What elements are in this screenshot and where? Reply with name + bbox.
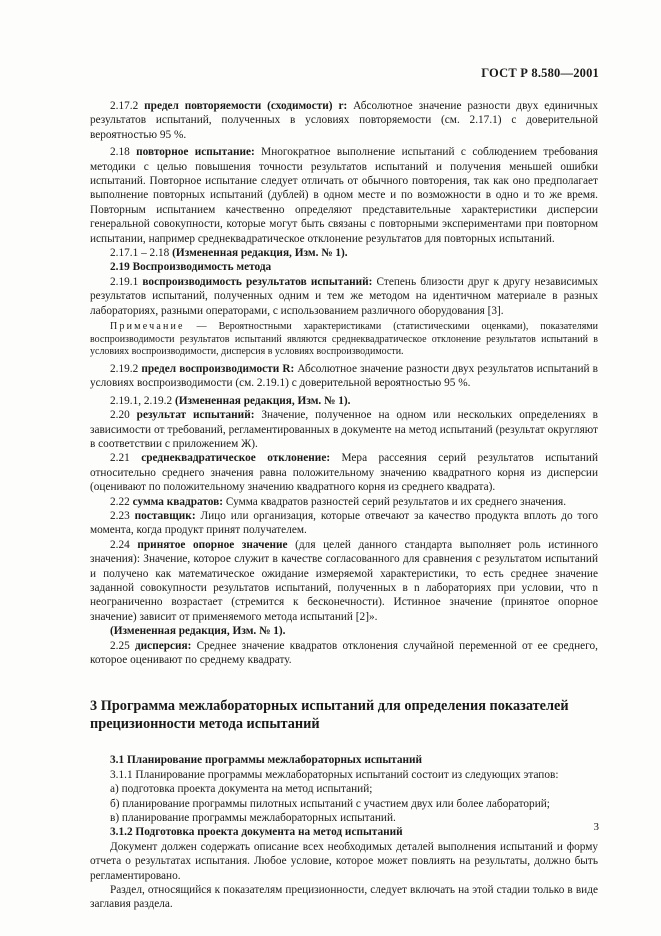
clause-2-25: [90, 639, 598, 668]
definition: Степень близости друг к другу независимых результатов испытаний, полученных одним и тем же методом на идентичном материале в разных лабораториях, разными операторами, с использованием различного оборудования [3].: [90, 275, 598, 317]
list-item-a: а) подготовка проекта документа на метод испытаний;: [110, 783, 373, 796]
clause-number: 2.21: [110, 452, 142, 465]
section-3-1-2-heading: 3.1.2 Подготовка проекта документа на метод испытаний: [110, 826, 403, 839]
amendment-text: (Измененная редакция, Изм. № 1).: [172, 247, 348, 260]
term: повторное испытание:: [136, 146, 255, 159]
clause-2-23: [90, 509, 598, 538]
term: воспроизводимость результатов испытаний:: [142, 275, 373, 288]
page-number: 3: [593, 821, 599, 833]
definition: Абсолютное значение разности двух результатов испытаний в условиях воспроизводимости (см. 2.19.1) с доверительной вероятностью 95 %.: [90, 362, 598, 390]
term: сумма квадратов:: [132, 495, 223, 508]
definition: Значение, полученное на одном или нескольких определениях в зависимости от требований, регламентированных в документе на метод испытаний (результат округляют в соответствии с приложением Ж).: [90, 409, 598, 450]
note-text: — Вероятностными характеристиками (статистическими оценками), показателями воспроизводимости результатов испытаний являются среднеквадратическое отклонение результатов испытаний в условиях воспроизводимости, дисперсия в условиях воспроизводимости.: [90, 321, 598, 358]
clause-2-17-2: [90, 99, 598, 142]
clause-number: 2.19.1, 2.19.2: [110, 394, 175, 407]
term: принятое опорное значение: [137, 538, 288, 551]
clause-number: 2.18: [110, 146, 137, 159]
clause-3-1-2-paragraph-2: Раздел, относящийся к показателям прецизионности, следует включать на этой стадии только в виде заглавия раздела.: [90, 884, 598, 911]
clause-2-22: [90, 495, 598, 509]
note-2-19-1: [90, 321, 598, 359]
definition: Среднее значение квадратов отклонения случайной переменной от ее среднего, которое оценивают по среднему квадрату.: [90, 639, 598, 666]
page-content: [90, 99, 598, 912]
clause-number: 2.17.2: [110, 100, 145, 112]
clause-number: 2.22: [110, 495, 133, 508]
term: предел повторяемости (сходимости) r:: [144, 100, 348, 112]
definition: Мера рассеяния серий результатов испытаний относительно среднего значения равна положительному значению квадратного корня из дисперсии (оценивают по положительному значению квадратного корня из среднего квадрата).: [90, 452, 598, 494]
document-code-header: ГОСТ Р 8.580—2001: [481, 66, 599, 80]
clause-number: 2.20: [110, 409, 137, 422]
term: предел воспроизводимости R:: [141, 362, 295, 375]
clause-2-19-1: [90, 275, 598, 318]
clause-3-1-1: 3.1.1 Планирование программы межлабораторных испытаний состоит из следующих этапов:: [110, 768, 559, 781]
definition: Лицо или организация, которые отвечают за качество продукта вплоть до того момента, когда продукт принят получателем.: [90, 509, 598, 537]
clause-2-24: [90, 538, 598, 624]
clause-2-21: [90, 451, 598, 494]
note-label: Примечание: [110, 321, 185, 333]
clause-3-1-2-paragraph-1: Документ должен содержать описание всех необходимых деталей выполнения испытаний и форму отчета о результатах испытания. Любое условие, которое может повлиять на результаты, должно быть регламентировано.: [90, 840, 598, 882]
clause-number: 2.25: [110, 639, 135, 652]
clause-number: 2.19.2: [110, 362, 142, 375]
amendment-note-2-19: [90, 394, 598, 408]
definition: Многократное выполнение испытаний с соблюдением требования методики с целью повышения точности результатов испытаний и получения меньшей ошибки испытаний. Повторное испытание следует отличать от обычного повторения, так как оно предполагает выполнение повторных испытаний (дублей) в одном месте и по возможности в одно и то же время. Повторным испытанием качественно определяют представительные характеристики дисперсии генеральной совокупности, которые могут быть связаны с повторными экспериментами при повторном испытании, например среднеквадратическое отклонение результатов для повторных испытаний.: [90, 146, 598, 245]
list-item-c: в) планирование программы межлабораторных испытаний.: [110, 812, 396, 825]
clause-number: 2.24: [110, 538, 138, 551]
definition: Абсолютное значение разности двух единичных результатов испытаний, полученных в условиях повторяемости (см. 2.17.1) с доверительной вероятностью 95 %.: [90, 100, 598, 141]
definition: (для целей данного стандарта выполняет роль истинного значения): Значение, которое служит в качестве согласованного для сравнения с результатом испытаний и получено как математическое ожидание измеряемой характеристики, то есть среднее значение заданной совокупности результатов испытаний, полученных в n лабораториях при условии, что n неограниченно возрастает (стремится к бесконечности). Истинное значение (принятое опорное значение) зависит от применяемого метода испытаний [2]».: [90, 538, 599, 623]
clause-number: 2.17.1 – 2.18: [110, 247, 173, 260]
section-3-1-heading: 3.1 Планирование программы межлабораторных испытаний: [110, 754, 423, 767]
term: результат испытаний:: [136, 409, 255, 422]
section-3-title: 3 Программа межлабораторных испытаний для определения показателей прецизионности метода испытаний: [90, 698, 569, 733]
list-item-b: б) планирование программы пилотных испытаний с участием двух или более лабораторий;: [110, 797, 550, 810]
amendment-text: (Измененная редакция, Изм. № 1).: [174, 394, 351, 407]
clause-number: 2.19.1: [110, 275, 143, 288]
amendment-note-2-17-2-18: [90, 246, 598, 260]
clause-number: 2.23: [110, 509, 135, 522]
clause-2-19-heading: 2.19 Воспроизводимость метода: [110, 261, 272, 274]
term: дисперсия:: [134, 639, 192, 652]
definition: Сумма квадратов разностей серий результатов и их среднего значения.: [223, 495, 567, 508]
term: среднеквадратическое отклонение:: [141, 452, 331, 465]
clause-2-18: [90, 145, 598, 246]
clause-2-19-2: [90, 362, 598, 391]
amendment-note-2-24: (Измененная редакция, Изм. № 1).: [110, 625, 286, 638]
term: поставщик:: [134, 509, 196, 522]
clause-2-20: [90, 408, 598, 451]
